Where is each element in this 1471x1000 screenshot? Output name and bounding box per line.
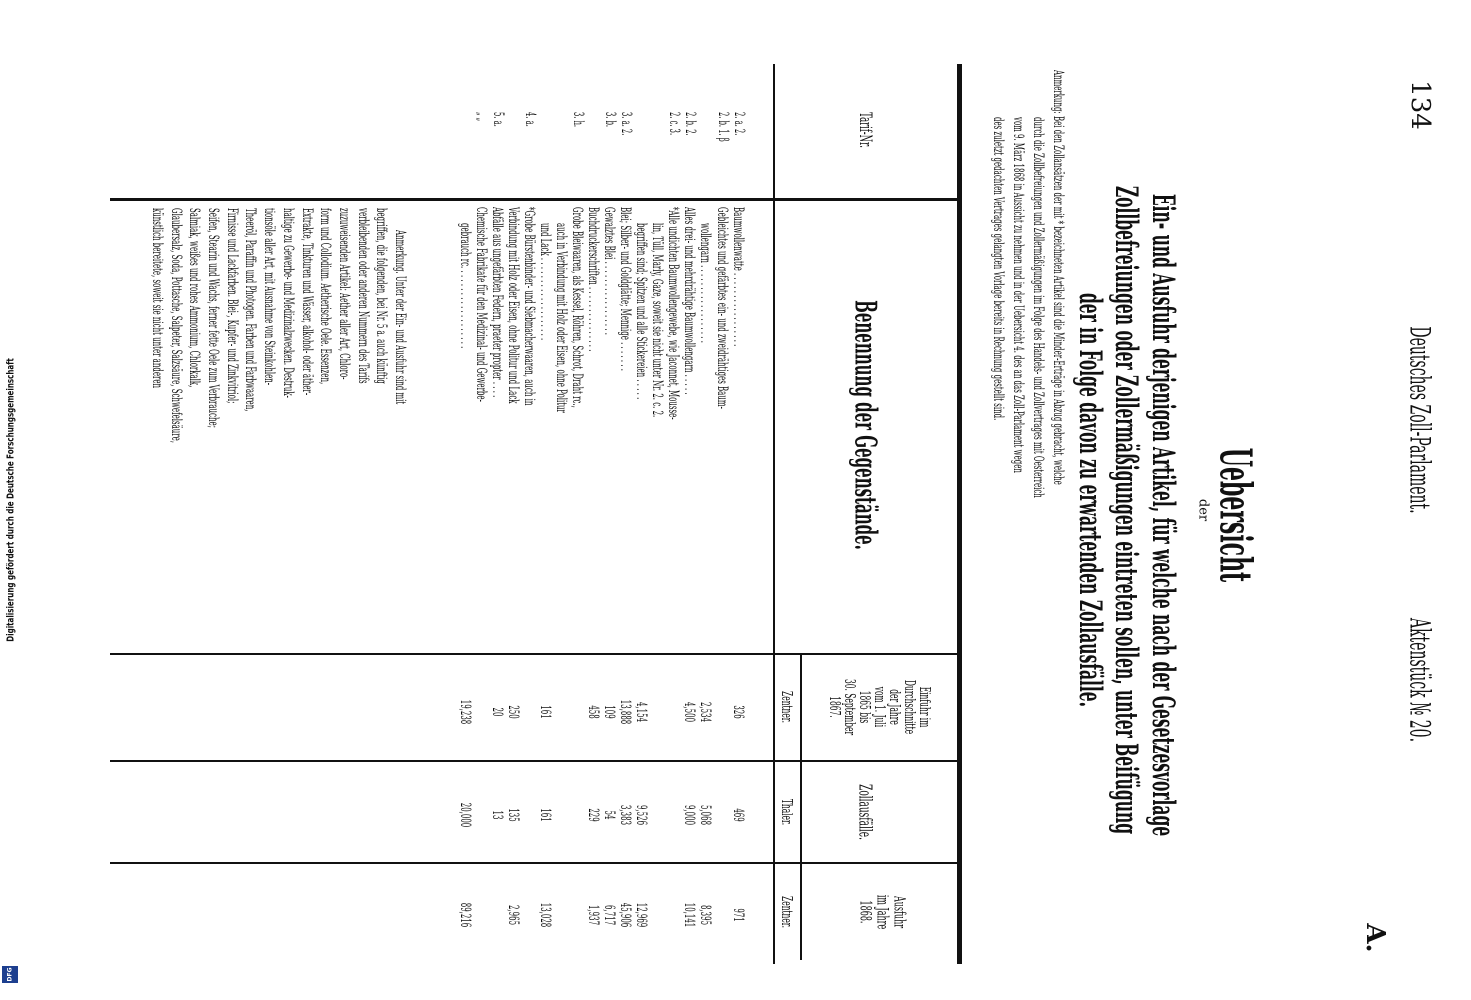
- header-benennung: Benennung der Gegenstände.: [847, 300, 883, 550]
- einfuhr-value: 20: [489, 707, 505, 717]
- einfuhr-value: 458: [585, 705, 601, 719]
- table-row-text: auch in Verbindung mit Holz oder Eisen, ohne Politur: [553, 223, 569, 413]
- ausfuhr-value: 2,965: [505, 904, 521, 926]
- ausfuhr-value: 89,216: [457, 902, 473, 928]
- einfuhr-value: 250: [505, 705, 521, 719]
- annotation-line: Theeröl, Paraffin und Photogen. Farben und Farbwaaren,: [242, 208, 259, 412]
- annotation-line: begriffen, die folgenden, bei Nr. 5 a. auch künftig: [373, 208, 390, 384]
- units-rule: [800, 655, 802, 960]
- header-ausfuhr-line: im Jahre: [873, 894, 893, 930]
- table-row-text: wollengarn . . . . . . . . . . . . . . . . . .: [697, 223, 713, 343]
- annotation-line: form und Collodium. Aetherische Oele. Essenzen,: [317, 208, 334, 385]
- section-letter: A.: [1360, 923, 1390, 953]
- header-einfuhr-line: 1867.: [826, 696, 844, 718]
- zollausfall-value: 161: [537, 808, 553, 822]
- unit-ausfuhr: Zentner.: [778, 896, 796, 928]
- page-number: 134: [1405, 80, 1435, 130]
- zollausfall-value: 135: [505, 808, 521, 822]
- tarif-nr: 2. b. 1. β: [715, 112, 731, 142]
- zollausfall-value: 3,383: [617, 804, 633, 826]
- tarif-nr: 5. a.: [490, 112, 506, 127]
- table-row-text: Blei; Silber- und Goldglätte; Mennige . . . . . . .: [617, 207, 633, 372]
- tarif-nr: „ „: [474, 112, 490, 122]
- table-row-text: und Lack . . . . . . . . . . . . . . . . . . .: [537, 223, 553, 341]
- zollausfall-value: 9,000: [681, 804, 697, 826]
- annotation-line: haltige zu Gewerbe- und Medizinalzwecken. Destruk-: [279, 208, 296, 398]
- table-row-text: *Grobe Bürstenbinder- und Siebmacherwaaren, auch in: [521, 207, 537, 406]
- annotation-line: Salmiak, weißes und rohes Ammonium, Chlorkalk,: [186, 208, 203, 388]
- note-line-4: des zuletzt gedachten Vertrages gelangten Vorlage bereits in Rechnung gestellt sind.: [990, 117, 1006, 421]
- einfuhr-value: 326: [730, 705, 746, 719]
- annotation-line: Firnisse und Lackfarben. Blei-, Kupfer- und Zinkvitriol;: [223, 208, 240, 404]
- header-zollausfaelle: Zollausfälle.: [854, 784, 876, 840]
- zollausfall-value: 20,000: [457, 802, 473, 828]
- einfuhr-value: 4,154: [633, 701, 649, 723]
- table-row-text: Chemische Fabrikate für den Medizinal- und Gewerbe-: [473, 207, 489, 402]
- ausfuhr-value: 6,717: [601, 904, 617, 926]
- note-line-2: durch die Zollbefreiungen und Zollermäßigungen im Folge des Handels- und Zollvertrages mit Oesterreich: [1030, 117, 1046, 498]
- table-row-text: Alles drei- und mehrdrähtige Baumwollengarn . . . . .: [681, 207, 697, 395]
- zollausfall-value: 54: [601, 810, 617, 820]
- header-einfuhr-line: 30. September: [841, 678, 859, 736]
- column-rule-tarif: [110, 198, 957, 201]
- document-number: Aktenstück № 20.: [1403, 617, 1437, 743]
- einfuhr-value: 109: [601, 705, 617, 719]
- table-row-text: Buchdruckerschriften . . . . . . . . . . . . . . .: [585, 207, 601, 352]
- einfuhr-value: 2,534: [697, 701, 713, 723]
- annotation-line: Glaubersalz, Soda, Pottasche, Salpeter, Salzsäure, Schwefelsäure,: [167, 208, 184, 444]
- annotation-line: Seifen, Stearin und Wachs, ferner fette Oele zum Verbrauche;: [205, 208, 221, 428]
- zollausfall-value: 9,526: [633, 804, 649, 826]
- tarif-nr: 3. b.: [602, 112, 618, 128]
- header-einfuhr-line: Einfuhr im: [916, 686, 934, 728]
- column-rule-einfuhr: [110, 760, 957, 762]
- ausfuhr-value: 971: [730, 908, 746, 922]
- tarif-nr: 3. a. 2.: [618, 112, 634, 136]
- annotation-line: Anmerkung. Unter der Ein- und Ausfuhr sind mit: [392, 230, 408, 405]
- ausfuhr-value: 1,937: [585, 904, 601, 926]
- unit-einfuhr: Zentner.: [778, 691, 796, 723]
- header-ausfuhr-line: 1868.: [856, 900, 876, 924]
- table-row-text: Baumwollenwatte . . . . . . . . . . . . . . . . .: [730, 207, 746, 347]
- note-line-3: vom 9. März 1868 in Aussicht zu nehmen und in der Uebersicht 4. des an das Zoll-Parlament wegen: [1010, 117, 1026, 473]
- annotation-line: Extrakte, Tinkturen und Wässer, alkohol- oder äther-: [298, 208, 315, 396]
- annotation-line: verbleibenden oder anderen Nummern des Tarifs: [354, 208, 371, 384]
- table-row-text: Gewalztes Blei . . . . . . . . . . . . . . . . .: [601, 207, 617, 336]
- einfuhr-value: 4,500: [681, 701, 697, 723]
- digitization-notice: Digitalisierung gefördert durch die Deutsche Forschungsgemeinschaft: [5, 358, 17, 642]
- table-row-text: gebrauch rc. . . . . . . . . . . . . . . . . . .: [457, 223, 473, 349]
- einfuhr-value: 161: [537, 705, 553, 719]
- tarif-nr: 4. a.: [522, 112, 538, 127]
- ausfuhr-value: 45,906: [617, 902, 633, 928]
- header-tarif-nr: Tarif-Nr.: [855, 112, 875, 148]
- column-rule-zoll: [110, 862, 957, 864]
- title-der: der: [1195, 498, 1211, 522]
- annotation-line: künstlich bereitete, soweit sie nicht unter anderen: [148, 208, 165, 388]
- header-einfuhr-line: Durchschnitte: [901, 679, 919, 735]
- einfuhr-value: 13,888: [617, 699, 633, 725]
- zollausfall-value: 229: [585, 808, 601, 822]
- column-rule-benennung: [110, 653, 957, 655]
- header-einfuhr-line: der Jahre: [886, 689, 904, 725]
- table-row-text: begriffen sind; Spitzen und alle Stickereien . . . . .: [633, 223, 649, 400]
- table-top-rule: [957, 64, 962, 964]
- journal-title: Deutsches Zoll-Parlament.: [1403, 326, 1437, 514]
- tarif-nr: 3. h.: [570, 112, 586, 128]
- zollausfall-value: 13: [489, 810, 505, 820]
- title-line-3: der in Folge davon zu erwartenden Zollausfälle.: [1072, 292, 1108, 708]
- tarif-nr: 2. b. 2.: [682, 112, 698, 136]
- document-title: Uebersicht: [1209, 447, 1261, 583]
- ausfuhr-value: 8,395: [697, 904, 713, 926]
- ausfuhr-value: 13,028: [537, 902, 553, 928]
- table-row-text: lin, Tüll, Marly, Gaze, soweit sie nicht unter Nr. 2. c. 2.: [649, 223, 665, 418]
- table-row-text: Abfälle aus ungefärbten Federn, praeter propter . . . .: [489, 207, 505, 398]
- einfuhr-value: 19,238: [457, 699, 473, 725]
- zollausfall-value: 5,068: [697, 804, 713, 826]
- annotation-line: tionsöle aller Art, mit Ausnahme von Steinkohlen-: [261, 208, 278, 386]
- annotation-line: zuzuweisenden Artikel: Aether aller Art, Chloro-: [335, 208, 352, 380]
- table-row-text: *Alle undichten Baumwollengewebe, wie Jaconnet, Mousse-: [665, 207, 681, 420]
- title-line-1: Ein- und Ausfuhr derjenigen Artikel, für welche nach der Gesetzesvorlage: [1145, 193, 1181, 837]
- ausfuhr-value: 10,141: [681, 902, 697, 928]
- table-row-text: Gebleichtes und gefärbtes ein- und zweidrähtiges Baum-: [714, 207, 730, 409]
- dfg-logo: DFG: [2, 966, 18, 983]
- zollausfall-value: 469: [730, 808, 746, 822]
- tarif-nr: 2. a. 2.: [731, 112, 747, 136]
- table-row-text: Grobe Bleiwaaren, als Kessel, Röhren, Schrot, Draht rc.,: [569, 207, 585, 408]
- unit-zollausfaelle: Thaler.: [778, 798, 796, 826]
- header-einfuhr-line: vom 1. Juli: [871, 686, 889, 728]
- note-line-1: Anmerkung: Bei den Zollansätzen der mit * bezeichneten Artikel sind die Minder-Erträge in Abzug gebracht, welche: [1050, 70, 1066, 485]
- table-row-text: Verbindung mit Holz oder Eisen, ohne Politur und Lack: [505, 207, 521, 404]
- ausfuhr-value: 12,969: [633, 902, 649, 928]
- tarif-nr: 2. c. 3.: [666, 112, 682, 136]
- header-einfuhr-line: 1865 bis: [856, 690, 874, 724]
- header-ausfuhr-line: Ausfuhr: [890, 895, 910, 929]
- title-line-2: Zollbefreiungen oder Zollermäßigungen eintreten sollen, unter Beifügung: [1108, 185, 1144, 835]
